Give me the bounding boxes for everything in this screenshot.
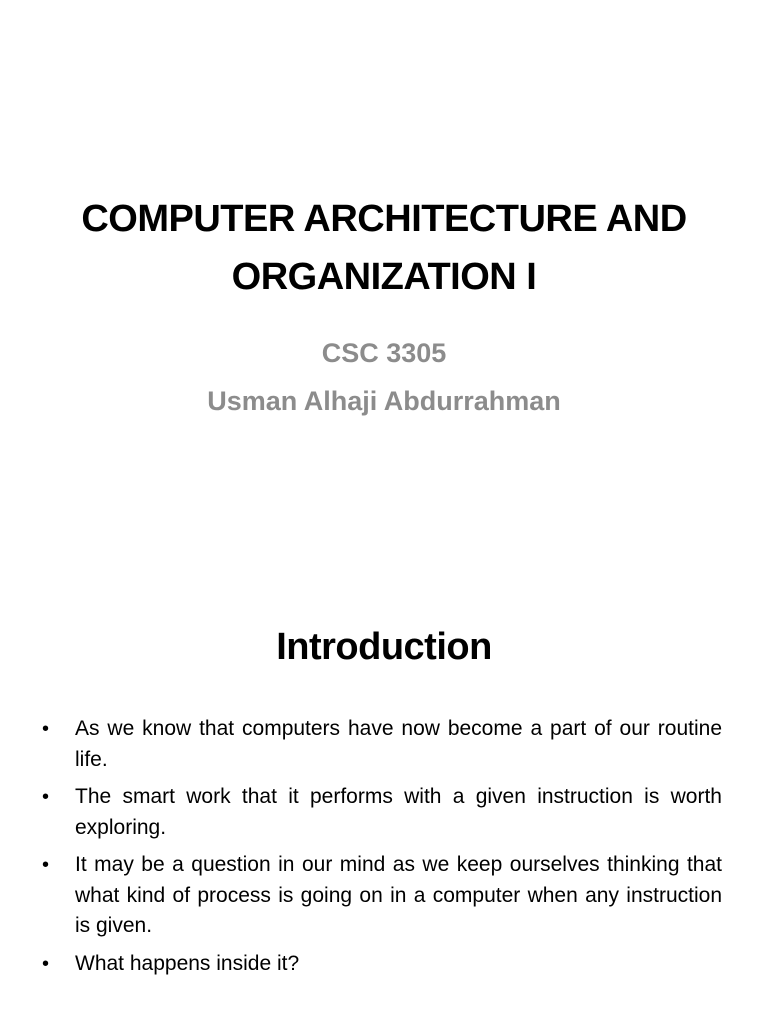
bullet-text: What happens inside it?: [75, 951, 300, 975]
list-item: [42, 850, 722, 942]
slide-title: [40, 190, 728, 306]
bullet-text: The smart work that it performs with a given instruction is worth exploring.: [75, 785, 722, 839]
list-item: [42, 949, 722, 980]
list-item: [42, 714, 722, 775]
bullet-icon: •: [42, 952, 50, 975]
bullet-text: As we know that computers have now become a part of our routine life.: [75, 717, 722, 771]
introduction-heading: Introduction: [276, 626, 492, 668]
bullet-icon: •: [42, 854, 50, 876]
course-code: CSC 3305: [321, 338, 447, 368]
introduction-slide: [0, 576, 768, 1024]
bullet-icon: •: [42, 718, 50, 740]
bullet-list: [42, 714, 722, 986]
bullet-icon: •: [42, 786, 50, 808]
slide-title-line-2: ORGANIZATION I: [231, 256, 537, 298]
slide-title-line-1: COMPUTER ARCHITECTURE AND: [81, 198, 687, 240]
author-name: Usman Alhaji Abdurrahman: [207, 386, 561, 416]
list-item: [42, 782, 722, 843]
bullet-text: It may be a question in our mind as we keep ourselves thinking that what kind of process is going on in a computer when any instruction is given.: [75, 853, 722, 937]
